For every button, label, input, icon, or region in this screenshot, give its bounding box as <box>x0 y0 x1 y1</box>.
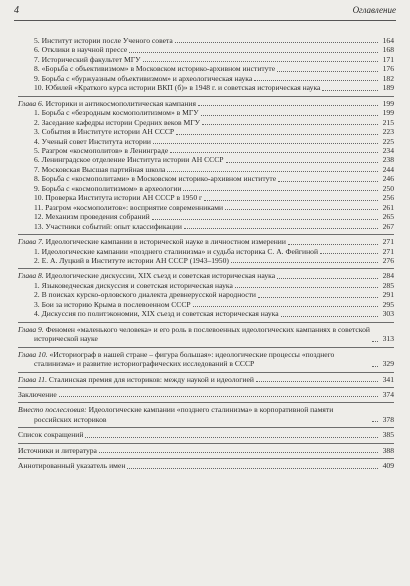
dot-leader <box>193 306 378 307</box>
dot-leader <box>201 115 378 116</box>
page-ref: 176 <box>382 64 394 74</box>
toc-subentry[interactable] <box>18 36 394 45</box>
dot-leader <box>85 437 378 438</box>
chapter-label: Глава 8. <box>18 271 44 281</box>
entry-title <box>18 237 286 246</box>
page-ref: 385 <box>382 430 394 440</box>
entry-title <box>34 74 252 83</box>
page-ref: 295 <box>382 299 394 309</box>
dot-leader <box>320 253 378 254</box>
entry-text: Сталинская премия для историков: между наукой и идеологией <box>48 374 254 384</box>
entry-title <box>18 446 97 455</box>
section-divider <box>18 347 394 348</box>
toc-subentry[interactable] <box>18 155 394 164</box>
dot-leader <box>198 105 378 106</box>
dot-leader <box>372 341 378 342</box>
dot-leader <box>322 90 378 91</box>
section-divider <box>18 387 394 388</box>
page-ref: 271 <box>382 246 394 256</box>
dot-leader <box>143 61 378 62</box>
dot-leader <box>152 219 378 220</box>
toc-subentry[interactable] <box>18 74 394 83</box>
dot-leader <box>167 171 378 172</box>
entry-text: 11. Разгром «космополитов»: восприятие современниками <box>34 202 224 212</box>
dot-leader <box>258 297 378 298</box>
entry-text: 7. Московская Высшая партийная школа <box>34 164 166 174</box>
page-ref: 246 <box>382 174 394 184</box>
entry-title <box>34 83 320 92</box>
entry-title <box>34 36 173 45</box>
entry-title <box>34 155 224 164</box>
chapter-label: Вместо послесловия: <box>18 405 87 415</box>
toc-entry[interactable] <box>18 405 394 424</box>
dot-leader <box>129 52 378 53</box>
entry-text: 2. Е. А. Луцкий в Институте истории АН СССР (1943–1950) <box>34 255 229 265</box>
page-ref: 182 <box>382 73 394 83</box>
entry-text: 3. Бои за историю Крыма в послевоенном СССР <box>34 299 191 309</box>
page-ref: 164 <box>382 36 394 45</box>
page-ref: 378 <box>382 414 394 424</box>
entry-title <box>34 256 229 265</box>
entry-text: 4. Дискуссия по политэкономии, XIX съезд и советская историческая наука <box>34 309 279 319</box>
section-divider <box>18 372 394 373</box>
entry-title <box>34 118 200 127</box>
entry-text: Историки и антикосмополитическая кампания <box>45 98 196 108</box>
page-ref: 238 <box>382 155 394 165</box>
toc-subentry[interactable] <box>18 193 394 202</box>
entry-title <box>18 99 196 108</box>
page-ref: 171 <box>382 54 394 64</box>
entry-title <box>34 212 150 221</box>
toc-entry[interactable] <box>18 461 394 470</box>
dot-leader <box>59 396 378 397</box>
toc-subentry[interactable] <box>18 256 394 265</box>
entry-title <box>34 127 174 136</box>
entry-text: Аннотированный указатель имен <box>18 461 126 471</box>
section-divider <box>18 234 394 235</box>
toc-entry[interactable] <box>18 325 394 344</box>
toc-subentry[interactable] <box>18 118 394 127</box>
dot-leader <box>225 209 378 210</box>
entry-text: 8. «Борьба с объективизмом» в Московском историко-архивном институте <box>34 64 276 74</box>
chapter-label: Глава 7. <box>18 237 44 247</box>
entry-title <box>34 290 256 299</box>
dot-leader <box>288 244 378 245</box>
entry-title <box>34 64 275 73</box>
entry-title <box>34 174 276 183</box>
entry-text: Заключение <box>18 389 57 399</box>
dot-leader <box>281 316 378 317</box>
entry-text: 9. Борьба с «космополитизмом» в археологии <box>34 183 182 193</box>
entry-text: 1. Идеологические кампании «позднего сталинизма» и судьба историка С. А. Фейгиной <box>34 246 319 256</box>
toc-subentry[interactable] <box>18 290 394 299</box>
dot-leader <box>184 228 378 229</box>
entry-title <box>34 203 223 212</box>
section-divider <box>18 322 394 323</box>
entry-title <box>18 461 125 470</box>
entry-text: 10. Юбилей «Краткого курса истории ВКП (б)» в 1948 г. и советская историческая наука <box>34 83 321 93</box>
dot-leader <box>256 381 378 382</box>
entry-title <box>34 300 191 309</box>
entry-text: 1. Борьба с «безродным космополитизмом» в МГУ <box>34 108 199 118</box>
entry-title <box>18 325 370 344</box>
entry-text: 2. В поисках курско-орловского диалекта древнерусской народности <box>34 290 256 300</box>
entry-text: 9. Борьба с «буржуазным объективизмом» и археологическая наука <box>34 73 253 83</box>
dot-leader <box>277 278 378 279</box>
dot-leader <box>99 452 378 453</box>
entry-text: Список сокращений <box>18 430 84 440</box>
toc-subentry[interactable] <box>18 108 394 117</box>
page-ref: 271 <box>382 237 394 247</box>
entry-text: Идеологические кампании в исторической науке в личностном измерении <box>45 237 286 247</box>
toc-subentry[interactable] <box>18 281 394 290</box>
running-title: Оглавление <box>352 5 396 15</box>
entry-text: 2. Заседание кафедры истории Средних веков МГУ <box>34 117 201 127</box>
page-ref: 313 <box>382 334 394 344</box>
page-ref: 284 <box>382 271 394 281</box>
page-ref: 276 <box>382 255 394 265</box>
entry-title <box>34 247 318 256</box>
toc-subentry[interactable] <box>18 165 394 174</box>
dot-leader <box>278 181 378 182</box>
entry-title <box>34 222 182 231</box>
dot-leader <box>175 42 378 43</box>
dot-leader <box>235 287 378 288</box>
entry-text: 3. События в Институте истории АН СССР <box>34 127 175 137</box>
page-ref: 388 <box>382 445 394 455</box>
toc-entry[interactable] <box>18 237 394 246</box>
toc-subentry[interactable] <box>18 137 394 146</box>
dot-leader <box>202 124 378 125</box>
entry-title <box>18 375 254 384</box>
entry-text: Идеологические дискуссии, XIX съезд и советская историческая наука <box>45 271 276 281</box>
page-ref: 374 <box>382 389 394 399</box>
toc-subentry[interactable] <box>18 83 394 92</box>
dot-leader <box>254 80 378 81</box>
page-ref: 223 <box>382 127 394 137</box>
page-ref: 250 <box>382 183 394 193</box>
dot-leader <box>372 366 378 367</box>
page-ref: 168 <box>382 45 394 55</box>
page-ref: 341 <box>382 374 394 384</box>
page-ref: 256 <box>382 193 394 203</box>
entry-text: Источники и литература <box>18 445 97 455</box>
toc-entry[interactable] <box>18 430 394 439</box>
entry-title <box>34 184 181 193</box>
dot-leader <box>176 134 378 135</box>
entry-text: Идеологические кампании «позднего сталинизма» в корпоративной памяти российских историков <box>34 405 334 424</box>
chapter-label: Глава 9. <box>18 324 44 334</box>
page-ref: 267 <box>382 221 394 231</box>
toc-subentry[interactable] <box>18 45 394 54</box>
toc-subentry[interactable] <box>18 55 394 64</box>
page-ref: 244 <box>382 164 394 174</box>
entry-text: 8. Борьба с «космополитами» в Московском историко-архивном институте <box>34 174 277 184</box>
dot-leader <box>204 200 378 201</box>
entry-title <box>34 193 202 202</box>
entry-title <box>34 137 151 146</box>
section-divider <box>18 402 394 403</box>
page-ref: 285 <box>382 280 394 290</box>
toc-subentry[interactable] <box>18 64 394 73</box>
entry-title <box>34 146 168 155</box>
entry-text: 12. Механизм проведения собраний <box>34 212 150 222</box>
section-divider <box>18 427 394 428</box>
toc-subentry[interactable] <box>18 300 394 309</box>
section-divider <box>18 443 394 444</box>
toc-entry[interactable] <box>18 375 394 384</box>
entry-text: 5. Разгром «космополитов» в Ленинграде <box>34 145 169 155</box>
table-of-contents <box>18 36 394 471</box>
entry-text: 1. Языковедческая дискуссия и советская историческая наука <box>34 280 233 290</box>
dot-leader <box>372 421 378 422</box>
toc-subentry[interactable] <box>18 174 394 183</box>
page-ref: 189 <box>382 83 394 93</box>
entry-title <box>34 45 127 54</box>
toc-subentry[interactable] <box>18 222 394 231</box>
entry-title <box>34 55 141 64</box>
entry-text: 6. Отклики в научной прессе <box>34 45 128 55</box>
entry-title <box>18 405 370 424</box>
dot-leader <box>231 262 378 263</box>
toc-entry[interactable] <box>18 350 394 369</box>
toc-entry[interactable] <box>18 390 394 399</box>
entry-text: 10. Проверка Института истории АН СССР в 1950 г <box>34 193 203 203</box>
toc-subentry[interactable] <box>18 184 394 193</box>
page-ref: 199 <box>382 108 394 118</box>
header-rule <box>14 20 396 21</box>
entry-text: Феномен «маленького человека» и его роль в послевоенных идеологических кампаниях в советской исторической науке <box>34 324 370 344</box>
toc-subentry[interactable] <box>18 247 394 256</box>
toc-subentry[interactable] <box>18 127 394 136</box>
page-ref: 225 <box>382 136 394 146</box>
toc-subentry[interactable] <box>18 309 394 318</box>
entry-text: «Историограф в нашей стране – фигура большая»: идеологические процессы «позднего сталинизма» и развитие историографических исследований в СССР <box>34 349 335 369</box>
page-ref: 265 <box>382 212 394 222</box>
chapter-label: Глава 11. <box>18 374 47 384</box>
page-ref: 291 <box>382 290 394 300</box>
dot-leader <box>277 71 378 72</box>
dot-leader <box>127 468 378 469</box>
entry-title <box>34 309 279 318</box>
entry-title <box>34 108 199 117</box>
chapter-label: Глава 6. <box>18 98 44 108</box>
toc-entry[interactable] <box>18 271 394 280</box>
entry-text: 7. Исторический факультет МГУ <box>34 54 141 64</box>
section-divider <box>18 268 394 269</box>
toc-entry[interactable] <box>18 99 394 108</box>
section-divider <box>18 96 394 97</box>
entry-title <box>18 350 370 369</box>
page-ref: 303 <box>382 309 394 319</box>
entry-text: 4. Ученый совет Института истории <box>34 136 151 146</box>
section-divider <box>18 458 394 459</box>
toc-subentry[interactable] <box>18 203 394 212</box>
entry-text: 6. Ленинградское отделение Института истории АН СССР <box>34 155 224 165</box>
dot-leader <box>226 162 379 163</box>
entry-title <box>18 271 275 280</box>
entry-title <box>18 430 83 439</box>
chapter-label: Глава 10. <box>18 349 48 359</box>
dot-leader <box>153 143 378 144</box>
entry-text: 13. Участники событий: опыт классификации <box>34 221 182 231</box>
entry-title <box>34 281 233 290</box>
dot-leader <box>170 152 378 153</box>
toc-entry[interactable] <box>18 446 394 455</box>
page-ref: 234 <box>382 145 394 155</box>
page-ref: 261 <box>382 202 394 212</box>
toc-subentry[interactable] <box>18 146 394 155</box>
entry-title <box>18 390 57 399</box>
page-number: 4 <box>14 5 19 16</box>
page-ref: 329 <box>382 359 394 369</box>
page-ref: 199 <box>382 98 394 108</box>
dot-leader <box>183 190 378 191</box>
toc-subentry[interactable] <box>18 212 394 221</box>
page-ref: 215 <box>382 117 394 127</box>
page-ref: 409 <box>382 461 394 471</box>
entry-title <box>34 165 165 174</box>
entry-text: 5. Институт истории после Ученого совета <box>34 36 173 45</box>
